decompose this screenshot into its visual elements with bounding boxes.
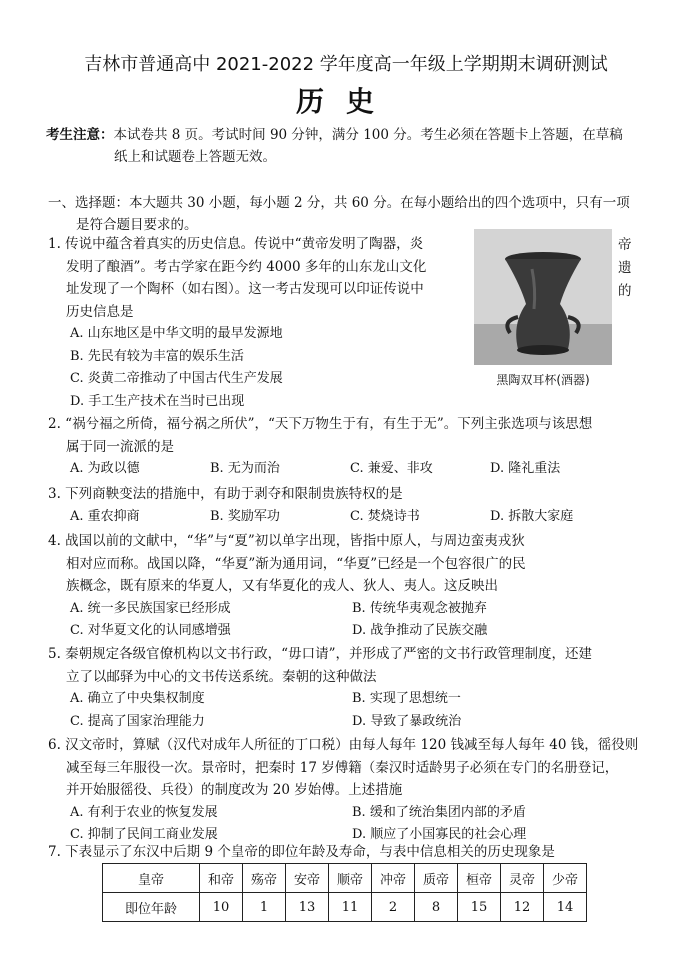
q6-option-a: A. 有利于农业的恢复发展 [70,804,218,820]
q2-line-1: 2. “祸兮福之所倚，福兮祸之所伏”，“天下万物生于有，有生于无”。下列主张选项与该思想 [48,416,593,432]
table-cell: 13 [286,893,329,922]
notice-text-2: 纸上和试题卷上答题无效。 [114,149,276,165]
q4-option-a: A. 统一多民族国家已经形成 [70,600,231,616]
table-header-emperor: 皇帝 [103,864,200,893]
table-cell: 2 [372,893,415,922]
q4-option-c: C. 对华夏文化的认同感增强 [70,623,231,638]
question-6 [48,734,638,847]
q4-option-d: D. 战争推动了民族交融 [352,623,488,638]
q1-line-4: 历史信息是 [66,303,134,320]
notice-text-1: 本试卷共 8 页。考试时间 90 分钟，满分 100 分。考生必须在答题卡上答题，在草稿 [113,127,623,143]
table-cell: 11 [329,893,372,922]
section-line-1: 一、选择题：本大题共 30 小题，每小题 2 分，共 60 分。在每小题给出的四个选项中，只有一项 [48,195,630,211]
q7-line-1: 7. 下表显示了东汉中后期 9 个皇帝的即位年龄及寿命，与表中信息相关的历史现象是 [48,844,555,860]
q4-line-2: 相对应而称。战国以降，“华夏”渐为通用词，“华夏”已经是一个包容很广的民 [66,555,526,572]
q4-option-b: B. 传统华夷观念被抛弃 [352,600,487,616]
candidate-notice [46,124,656,168]
q1-line-2: 发明了酿酒”。考古学家在距今约 4000 多年的山东龙山文化 [66,258,427,275]
q5-line-1: 5. 秦朝规定各级官僚机构以文书行政，“毋口请”，并形成了严密的文书行政管理制度，还建 [48,646,592,662]
q6-line-2: 减至每三年服役一次。景帝时，把秦时 17 岁傅籍（秦汉时适龄男子必须在专门的名册登记， [66,759,619,776]
q1-fragment-1: 帝 [618,237,632,253]
q3-line-1: 3. 下列商鞅变法的措施中，有助于剥夺和限制贵族特权的是 [48,486,403,502]
q5-option-d: D. 导致了暴政统治 [352,713,462,729]
q2-option-b: B. 无为而治 [210,461,280,476]
q1-option-c: C. 炎黄二帝推动了中国古代生产发展 [70,371,283,386]
table-cell: 顺帝 [329,864,372,893]
table-cell: 质帝 [415,864,458,893]
table-cell: 少帝 [544,864,587,893]
q1-option-b: B. 先民有较为丰富的娱乐生活 [70,348,244,364]
q6-option-b: B. 缓和了统治集团内部的矛盾 [352,804,526,820]
black-pottery-cup-photo [474,229,612,365]
table-header-age: 即位年龄 [103,893,200,922]
q5-option-a: A. 确立了中央集权制度 [70,691,205,706]
table-cell: 1 [243,893,286,922]
table-row [103,864,587,893]
q3-option-c: C. 焚烧诗书 [350,508,420,524]
q5-option-b: B. 实现了思想统一 [352,691,461,706]
table-cell: 10 [200,893,243,922]
q6-option-c: C. 抑制了民间工商业发展 [70,827,218,842]
q2-option-c: C. 兼爱、非攻 [350,461,433,476]
question-1 [48,233,426,413]
table-cell: 8 [415,893,458,922]
q3-option-a: A. 重农抑商 [70,508,140,524]
exam-title: 吉林市普通高中 2021-2022 学年度高一年级上学期期末调研测试 [84,54,608,75]
q2-option-d: D. 隆礼重法 [490,461,561,476]
table-row [103,893,587,922]
q2-option-a: A. 为政以德 [70,461,140,476]
q5-option-c: C. 提高了国家治理能力 [70,713,205,729]
q3-option-d: D. 拆散大家庭 [490,508,574,524]
table-cell: 桓帝 [458,864,501,893]
notice-label: 考生注意： [46,127,114,143]
q4-line-1: 4. 战国以前的文献中，“华”与“夏”初以单字出现，皆指中原人，与周边蛮夷戎狄 [48,533,525,549]
q6-line-3: 并开始服徭役、兵役）的制度改为 20 岁始傅。上述措施 [66,782,403,798]
question-5 [48,643,634,733]
q5-line-2: 立了以邮驿为中心的文书传送系统。秦朝的这种做法 [66,668,377,685]
subject-title: 历史 [295,85,396,118]
pottery-cup-icon [474,229,612,365]
table-cell: 冲帝 [372,864,415,893]
table-cell: 14 [544,893,587,922]
question-4 [48,530,634,643]
table-cell: 安帝 [286,864,329,893]
q1-fragment-3: 的 [618,283,632,299]
section-line-2: 是符合题目要求的。 [76,217,198,233]
q6-option-d: D. 顺应了小国寡民的社会心理 [352,827,527,842]
table-cell: 殇帝 [243,864,286,893]
table-cell: 和帝 [200,864,243,893]
table-cell: 15 [458,893,501,922]
q1-line-3: 址发现了一个陶杯（如右图）。这一考古发现可以印证传说中 [66,281,424,297]
q6-line-1: 6. 汉文帝时，算赋（汉代对成年人所征的丁口税）由每人每年 120 钱减至每人每年 40 钱，徭役则 [48,737,639,753]
q1-fragment-2: 遗 [618,260,632,276]
question-7 [48,841,555,864]
q3-option-b: B. 奖励军功 [210,508,280,524]
q1-option-d: D. 手工生产技术在当时已出现 [70,393,245,409]
photo-caption: 黑陶双耳杯(酒器) [496,373,590,387]
emperor-age-table [102,863,587,922]
question-3 [48,483,630,528]
table-cell: 灵帝 [501,864,544,893]
q1-option-a: A. 山东地区是中华文明的最早发源地 [70,326,283,341]
table-cell: 12 [501,893,544,922]
question-2 [48,413,630,481]
q2-line-2: 属于同一流派的是 [66,438,174,455]
q4-line-3: 族概念，既有原来的华夏人，又有华夏化的戎人、狄人、夷人。这反映出 [66,578,498,594]
q1-line-1: 1. 传说中蕴含着真实的历史信息。传说中“黄帝发明了陶器，炎 [48,236,424,252]
